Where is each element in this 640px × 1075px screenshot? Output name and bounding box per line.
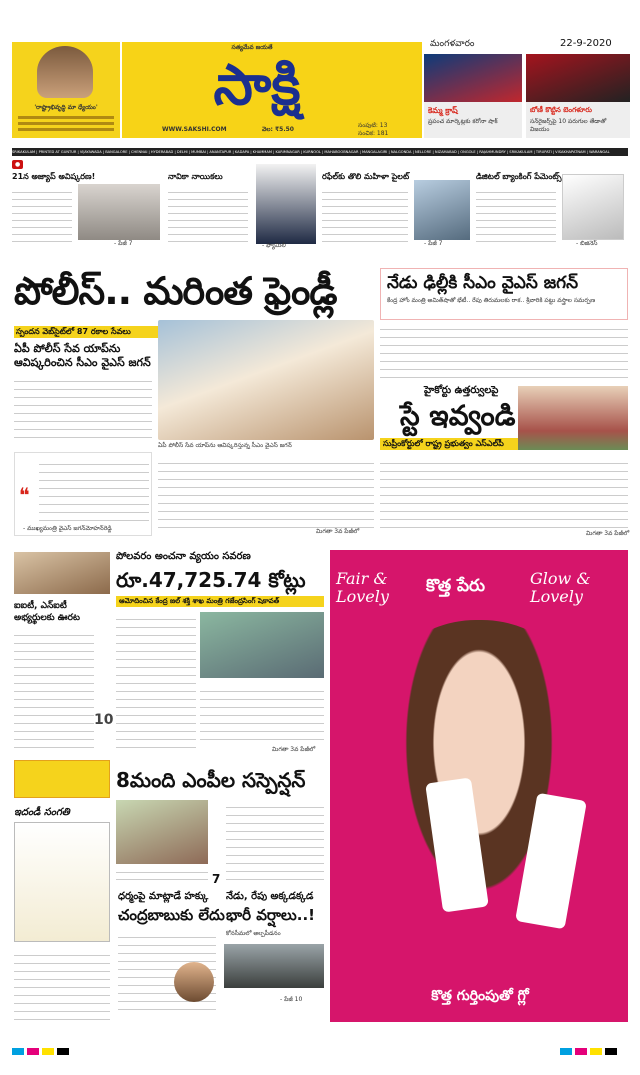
weather-headline: భారీ వర్షాలు..!: [226, 906, 315, 924]
cartoon-title: ఇదండీ సంగతి: [14, 807, 70, 818]
promo2-title: బోణీ కొట్టిన బెంగళూరు: [530, 106, 592, 114]
teaser-2[interactable]: నావికా నాయికలు - ఫ్యామిలీ: [168, 160, 318, 250]
stay-kicker: హైకోర్టు ఉత్తర్వులపై: [424, 385, 499, 396]
teaser-4-title: డిజిటల్ బ్యాంకింగ్ పేమెంట్స్: [476, 172, 562, 181]
quote-attribution: - ముఖ్యమంత్రి వైఎస్ జగన్‌మోహన్‌రెడ్డి: [23, 525, 112, 532]
ad-brand-old: Fair & Lovely: [336, 569, 389, 606]
polavaram-headline: రూ.47,725.74 కోట్లు: [116, 568, 306, 592]
mps-headline: 8మంది ఎంపీల సస్పెన్షన్: [116, 768, 306, 792]
ad-new-name: కొత్త పేరు: [426, 576, 486, 596]
delhi-headline: నేడు ఢిల్లీకి సీఎం వైఎస్ జగన్: [387, 273, 579, 293]
promo-cricket[interactable]: [526, 54, 630, 138]
leader-portrait: [37, 46, 93, 98]
mps-photo: [116, 800, 208, 864]
website: WWW.SAKSHI.COM: [162, 126, 227, 133]
weather-page: - పేజీ 10: [280, 996, 303, 1003]
teaser-3[interactable]: రఫేల్‌కు తొలి మహిళా పైలట్ - పేజీ 7: [322, 160, 472, 250]
teaser-3-photo: [414, 180, 470, 240]
promo1-sub: ప్రపంచ మార్కెట్లకు కరోనా షాక్: [428, 118, 498, 125]
teaser-2-title: నావికా నాయికలు: [168, 172, 223, 181]
teaser-3-title: రఫేల్‌కు తొలి మహిళా పైలట్: [322, 172, 410, 181]
lead-continued[interactable]: మిగతా 3వ పేజీలో: [316, 528, 360, 535]
weekday: మంగళవారం: [430, 39, 475, 49]
polavaram-sub: ఆమోదించిన కేంద్ర జల్ శక్తి శాఖ మంత్రి గజేంద్రసింగ్ షెకావత్: [116, 596, 324, 607]
masthead-logo-panel: [122, 42, 422, 138]
lead-body-right: [158, 456, 374, 528]
lead-photo-caption: ఏపీ పోలీస్ సేవ యాప్‌ను ఆవిష్కరిస్తున్న సీఎం వైఎస్ జగన్: [158, 442, 292, 449]
fair-lovely-ad[interactable]: [330, 550, 628, 1022]
edu-photo: [14, 552, 110, 594]
teaser-4[interactable]: డిజిటల్ బ్యాంకింగ్ పేమెంట్స్ - బిజినెస్: [476, 160, 628, 250]
teaser-1-title: 21న అజ్యాప్ అవిష్కరణ!: [12, 172, 96, 181]
lead-deck-2: ఆవిష్కరించిన సీఎం వైఎస్ జగన్: [14, 356, 151, 369]
teaser-2-photo: [256, 164, 316, 244]
ad-brand-new: Glow & Lovely: [530, 569, 591, 606]
snack-ad[interactable]: [14, 760, 110, 798]
polavaram-photo: [200, 612, 324, 678]
registration-marks-right: [560, 1040, 620, 1059]
dharmam-headline: చంద్రబాబుకు లేదు: [118, 906, 225, 924]
editions-strip: SRIKAKULAM | PRINTED AT GUNTUR | VIJAYAWADA | BANGALORE | CHENNAI | HYDERABAD | DELHI | MUMBAI | ANANTAPUR | KADAPA | KHAMMAM | KARIMNAGAR | KURNOOL | MAHABOOBNAGAR | MANGALAGIRI | NALGONDA | NELLORE | NIZAMABAD | ONGOLE | RAJAHMUNDRY | SRIKAKULAM | TIRUPATI | VISAKHAPATNAM | WARANGAL: [12, 148, 628, 156]
cricket-image: [526, 54, 630, 102]
quote-mark-icon: ❝: [19, 483, 30, 507]
masthead-left-panel: [12, 42, 120, 138]
cartoon-image: [14, 822, 110, 942]
promo-market[interactable]: [424, 54, 522, 138]
promo2-sub: సన్‌రైజర్స్‌పై 10 పరుగుల తేడాతో విజయం: [530, 118, 607, 133]
mps-page: 7: [212, 872, 221, 886]
issue: సంచిక: 181: [358, 130, 389, 137]
volume: సంపుటి: 13: [358, 122, 388, 129]
lead-kicker: స్పందన వెబ్‌సైట్‌లో 87 రకాల సేవలు: [14, 326, 158, 338]
supreme-court-photo: [518, 386, 628, 450]
logo: సాక్షి: [213, 53, 301, 118]
dharmam-photo: [174, 962, 214, 1002]
weather-sub: కోనసీమలో అల్పపీడనం: [226, 930, 281, 937]
polavaram-kicker: పోలవరం అంచనా వ్యయం సవరణ: [116, 551, 251, 562]
price: వెల: ₹5.50: [262, 126, 294, 133]
registration-marks-left: [12, 1040, 72, 1059]
date: 22-9-2020: [560, 38, 612, 49]
edu-title: ఐఐటీ, ఎన్‌ఐటీ అభ్యర్థులకు ఊరట: [14, 601, 80, 623]
lead-body-left: [14, 374, 152, 444]
promo1-title: కెమ్మ క్రాష్: [428, 106, 458, 115]
stay-continued[interactable]: మిగతా 3వ పేజీలో: [586, 530, 630, 537]
stay-headline: స్టే ఇవ్వండి: [400, 399, 516, 432]
weather-kicker: నేడు, రేపు అక్కడక్కడ: [226, 891, 314, 902]
motto: సత్యమేవ జయతే: [231, 44, 273, 51]
dharmam-kicker: ధర్మంపై మాట్లాడే హక్కు: [118, 891, 209, 902]
delhi-box: [380, 268, 628, 320]
masthead: [10, 38, 630, 146]
lead-headline: పోలీస్.. మరింత ఫ్రెండ్లీ: [14, 269, 337, 313]
weather-photo: [224, 944, 324, 988]
lead-photo: [158, 320, 374, 440]
market-graph-image: [424, 54, 522, 102]
teaser-1[interactable]: ● 21న అజ్యాప్ అవిష్కరణ! - పేజీ 7: [12, 160, 162, 250]
lead-deck-1: ఏపీ పోలీస్ సేవ యాప్‌ను: [14, 342, 121, 355]
edu-page: 10: [94, 712, 114, 728]
teaser-4-photo: [562, 174, 624, 240]
polavaram-continued[interactable]: మిగతా 3వ పేజీలో: [272, 746, 316, 753]
delhi-sub: కేంద్ర హోం మంత్రి అమిత్‌షాతో భేటీ.. రేపు తిరుమలకు రాక.. శ్రీవారికి పట్టు వస్త్రాల సమర్పణ: [387, 297, 596, 304]
lead-quote-box: [14, 452, 152, 536]
teaser-1-photo: [78, 184, 160, 240]
ad-tagline: కొత్త గుర్తింపుతో గ్లో: [431, 988, 529, 1004]
left-caption: 'రాష్ట్రాభివృద్ధి మా ధ్యేయం': [34, 104, 98, 111]
stay-sub: సుప్రీంకోర్టులో రాష్ట్ర ప్రభుత్వం ఎస్‌ఎల్‌పీ: [380, 438, 560, 450]
